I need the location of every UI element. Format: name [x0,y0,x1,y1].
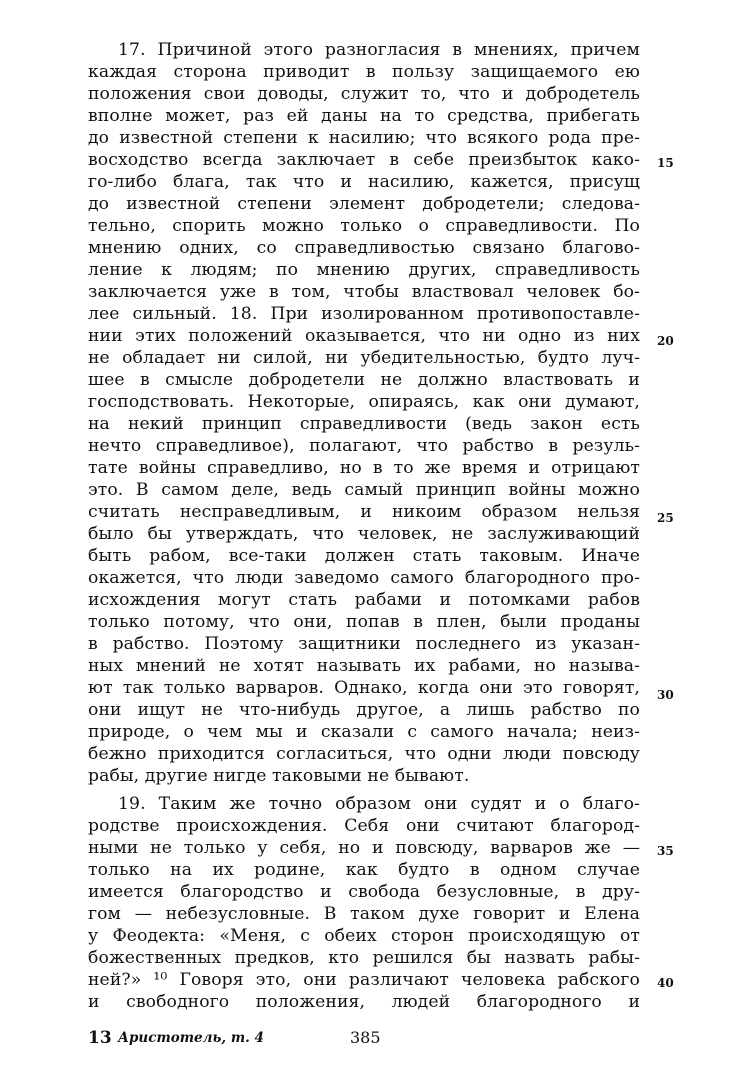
text-line: заключается уже в том, чтобы властвовал человек бо- [88,282,640,302]
text-line: окажется, что люди заведомо самого благородного про- [88,568,640,588]
text-line: не обладает ни силой, ни убедительностью, будто луч- [88,348,640,368]
text-line: нии этих положений оказывается, что ни одно из них [88,326,640,346]
text-line: ют так только варваров. Однако, когда они это говорят, [88,678,640,698]
margin-line-number: 25 [657,511,674,525]
text-line: только потому, что они, попав в плен, были проданы [88,612,640,632]
text-line: ней?» ¹⁰ Говоря это, они различают человека рабского [88,970,640,990]
text-line: в рабство. Поэтому защитники последнего из указан- [88,634,640,654]
text-line: ными не только у себя, но и повсюду, варваров же — [88,838,640,858]
text-line: каждая сторона приводит в пользу защищаемого ею [88,62,640,82]
text-line: было бы утверждать, что человек, не заслуживающий [88,524,640,544]
text-line: природе, о чем мы и сказали с самого начала; неиз- [88,722,640,742]
text-line: быть рабом, все-таки должен стать таковым. Иначе [88,546,640,566]
page-number: 385 [350,1028,381,1047]
text-line: положения свои доводы, служит то, что и добродетель [88,84,640,104]
text-line: у Феодекта: «Меня, с обеих сторон происходящую от [88,926,640,946]
text-line: на некий принцип справедливости (ведь закон есть [88,414,640,434]
text-line: ных мнений не хотят называть их рабами, но называ- [88,656,640,676]
text-line: гом — небезусловные. В таком духе говорит и Елена [88,904,640,924]
text-line: мнению одних, со справедливостью связано благово- [88,238,640,258]
book-title-footer: Аристотель, т. 4 [118,1030,264,1046]
text-line: до известной степени элемент добродетели; следова- [88,194,640,214]
margin-line-number: 15 [657,156,674,170]
text-line: они ищут не что-нибудь другое, а лишь рабство по [88,700,640,720]
text-line: божественных предков, кто решился бы назвать рабы- [88,948,640,968]
margin-line-number: 30 [657,688,674,702]
text-line: тельно, спорить можно только о справедливости. По [88,216,640,236]
text-line: вполне может, раз ей даны на то средства, прибегать [88,106,640,126]
text-line: восходство всегда заключает в себе преизбыток како- [88,150,640,170]
text-line: рабы, другие нигде таковыми не бывают. [88,766,470,786]
signature-mark: 13 [88,1028,112,1048]
text-line: нечто справедливое), полагают, что рабство в резуль- [88,436,640,456]
text-line: только на их родине, как будто в одном случае [88,860,640,880]
text-line: считать несправедливым, и никоим образом нельзя [88,502,640,522]
text-line: бежно приходится согласиться, что одни люди повсюду [88,744,640,764]
margin-line-number: 20 [657,334,674,348]
text-line: господствовать. Некоторые, опираясь, как они думают, [88,392,640,412]
text-line: лее сильный. 18. При изолированном противопоставле- [88,304,640,324]
text-line: исхождения могут стать рабами и потомками рабов [88,590,640,610]
text-line: это. В самом деле, ведь самый принцип войны можно [88,480,640,500]
margin-line-number: 35 [657,844,674,858]
text-line: родстве происхождения. Себя они считают благород- [88,816,640,836]
text-line: имеется благородство и свобода безусловные, в дру- [88,882,640,902]
text-line: го-либо блага, так что и насилию, кажется, присущ [88,172,640,192]
text-line: 17. Причиной этого разногласия в мнениях, причем [118,40,640,60]
text-line: ление к людям; по мнению других, справедливость [88,260,640,280]
text-line: и свободного положения, людей благородного и [88,992,640,1012]
text-line: 19. Таким же точно образом они судят и о благо- [118,794,640,814]
margin-line-number: 40 [657,976,674,990]
text-line: тате войны справедливо, но в то же время и отрицают [88,458,640,478]
text-line: шее в смысле добродетели не должно властвовать и [88,370,640,390]
text-line: до известной степени к насилию; что всякого рода пре- [88,128,640,148]
